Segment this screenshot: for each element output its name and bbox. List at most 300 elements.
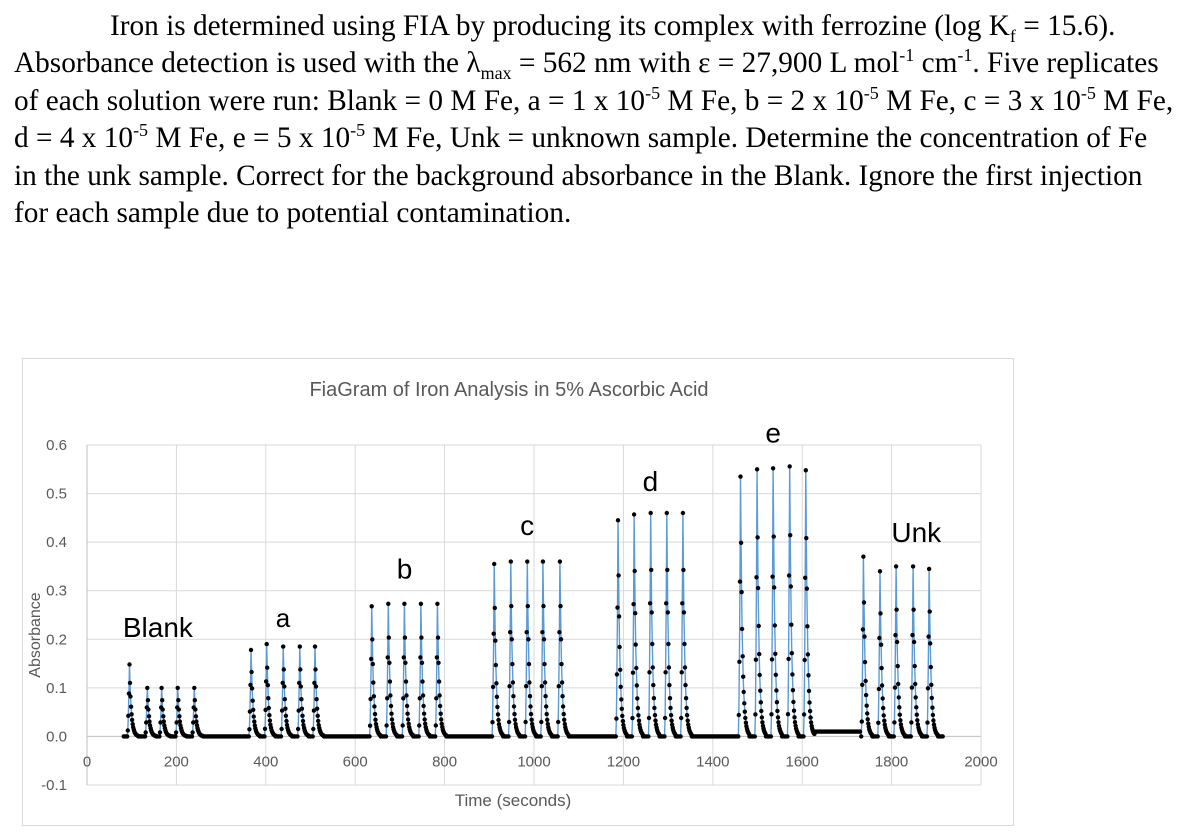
data-point	[892, 734, 896, 738]
data-point	[370, 637, 374, 641]
data-point	[775, 709, 779, 713]
data-point	[541, 559, 545, 563]
data-point	[790, 651, 794, 655]
data-point	[268, 718, 272, 722]
data-point	[439, 717, 443, 721]
data-point	[930, 696, 934, 700]
data-point	[653, 713, 657, 717]
y-tick-label: 0.5	[46, 485, 67, 503]
data-point	[909, 734, 913, 738]
data-point	[878, 611, 882, 615]
problem-text-run: M Fe, Unk = unknown sample. Determine the concentration of Fe in the unk sample. Correct for the background absorbance in the Blank. Ignore the first injection for each sample due to potential contamination.	[14, 122, 1148, 230]
data-point	[806, 673, 810, 677]
data-point	[527, 662, 531, 666]
data-point	[128, 681, 132, 685]
data-point	[754, 658, 758, 662]
data-point	[619, 685, 623, 689]
data-point	[805, 624, 809, 628]
data-point	[679, 716, 683, 720]
data-point	[652, 696, 656, 700]
data-point	[540, 684, 544, 688]
data-point	[544, 704, 548, 708]
data-point	[863, 660, 867, 664]
data-point	[491, 685, 495, 689]
data-point	[635, 696, 639, 700]
data-point	[792, 709, 796, 713]
data-point	[311, 734, 315, 738]
data-point	[637, 719, 641, 723]
data-point	[772, 585, 776, 589]
data-point	[314, 697, 318, 701]
data-point	[494, 681, 498, 685]
data-point	[774, 673, 778, 677]
data-point	[130, 718, 134, 722]
data-point	[562, 718, 566, 722]
data-point	[928, 609, 932, 613]
data-point	[435, 655, 439, 659]
data-point	[190, 734, 194, 738]
data-point	[941, 734, 945, 738]
data-point	[893, 633, 897, 637]
data-point	[507, 720, 511, 724]
data-point	[914, 695, 918, 699]
data-point	[759, 700, 763, 704]
data-point	[265, 666, 269, 670]
data-point	[915, 718, 919, 722]
data-point	[147, 719, 151, 723]
data-point	[648, 601, 652, 605]
data-point	[495, 705, 499, 709]
data-point	[667, 665, 671, 669]
data-point	[668, 706, 672, 710]
data-point	[753, 734, 757, 738]
data-point	[508, 630, 512, 634]
data-point	[808, 715, 812, 719]
x-tick-label: 1600	[785, 753, 819, 771]
data-point	[614, 716, 618, 720]
data-point	[300, 714, 304, 718]
data-point	[525, 630, 529, 634]
data-point	[157, 734, 161, 738]
data-point	[662, 734, 666, 738]
data-point	[539, 720, 543, 724]
data-point	[247, 727, 251, 731]
data-point	[879, 643, 883, 647]
data-point	[422, 712, 426, 716]
data-point	[282, 667, 286, 671]
data-point	[264, 679, 268, 683]
data-point	[284, 719, 288, 723]
data-point	[805, 586, 809, 590]
data-point	[315, 707, 319, 711]
data-point	[543, 694, 547, 698]
data-point	[633, 569, 637, 573]
problem-superscript: -5	[133, 120, 149, 141]
data-point	[910, 685, 914, 689]
data-point	[865, 711, 869, 715]
data-point	[772, 534, 776, 538]
data-point	[879, 666, 883, 670]
data-point	[526, 604, 530, 608]
data-point	[742, 690, 746, 694]
data-point	[914, 705, 918, 709]
data-point	[756, 586, 760, 590]
data-point	[683, 683, 687, 687]
data-point	[791, 700, 795, 704]
data-point	[389, 712, 393, 716]
data-point	[316, 714, 320, 718]
data-point	[668, 696, 672, 700]
x-tick-label: 1000	[517, 753, 551, 771]
data-point	[930, 706, 934, 710]
data-point	[176, 698, 180, 702]
data-point	[249, 670, 253, 674]
y-tick-label: 0.6	[46, 437, 67, 454]
data-point	[653, 718, 657, 722]
data-point	[876, 721, 880, 725]
data-point	[190, 730, 194, 734]
data-point	[283, 707, 287, 711]
y-tick-label: -0.1	[41, 777, 67, 794]
data-point	[282, 684, 286, 688]
group-label: e	[765, 417, 781, 449]
data-point	[786, 657, 790, 661]
data-point	[525, 559, 529, 563]
data-point	[759, 709, 763, 713]
data-point	[892, 720, 896, 724]
data-point	[758, 689, 762, 693]
data-point	[372, 704, 376, 708]
data-point	[529, 718, 533, 722]
chart-title: FiaGram of Iron Analysis in 5% Ascorbic Acid	[309, 379, 709, 401]
data-point	[743, 710, 747, 714]
data-point	[401, 723, 405, 727]
data-point	[860, 683, 864, 687]
data-point	[647, 716, 651, 720]
data-point	[177, 707, 181, 711]
problem-subscript: f	[1009, 25, 1016, 46]
data-point	[770, 575, 774, 579]
data-point	[773, 652, 777, 656]
data-point	[804, 536, 808, 540]
data-point	[665, 511, 669, 515]
data-point	[161, 714, 165, 718]
data-point	[267, 713, 271, 717]
data-point	[543, 680, 547, 684]
problem-superscript: -5	[863, 83, 879, 104]
data-point	[367, 734, 371, 738]
data-point	[389, 704, 393, 708]
data-point	[758, 673, 762, 677]
data-point	[402, 655, 406, 659]
data-point	[545, 712, 549, 716]
data-point	[523, 734, 527, 738]
data-point	[669, 713, 673, 717]
data-point	[634, 642, 638, 646]
data-point	[807, 689, 811, 693]
data-point	[635, 683, 639, 687]
data-point	[633, 611, 637, 615]
problem-text-run: Iron is determined using FIA by producing its complex with ferrozine (log K	[110, 10, 1010, 42]
data-point	[556, 734, 560, 738]
data-point	[511, 680, 515, 684]
data-point	[298, 667, 302, 671]
data-point	[803, 658, 807, 662]
problem-superscript: -5	[350, 120, 366, 141]
data-point	[371, 662, 375, 666]
data-point	[858, 729, 862, 733]
data-point	[279, 727, 283, 731]
data-point	[545, 718, 549, 722]
data-point	[127, 662, 131, 666]
data-point	[649, 568, 653, 572]
data-point	[739, 590, 743, 594]
data-point	[926, 686, 930, 690]
data-point	[736, 734, 740, 738]
data-point	[862, 600, 866, 604]
data-point	[866, 717, 870, 721]
y-tick-label: 0.1	[46, 679, 67, 697]
problem-superscript: -5	[645, 83, 661, 104]
data-point	[741, 654, 745, 658]
data-point	[859, 734, 863, 738]
data-point	[512, 712, 516, 716]
data-point	[680, 670, 684, 674]
data-point	[314, 684, 318, 688]
data-point	[558, 559, 562, 563]
data-point	[384, 723, 388, 727]
problem-text-run: M Fe, e = 5 x 10	[148, 122, 351, 155]
data-point	[193, 707, 197, 711]
problem-paragraph	[14, 8, 1176, 232]
data-point	[558, 604, 562, 608]
data-point	[636, 713, 640, 717]
data-point	[788, 533, 792, 537]
y-tick-label: 0.0	[46, 728, 67, 746]
series-line	[124, 466, 943, 736]
data-point	[539, 734, 543, 738]
data-point	[509, 604, 513, 608]
data-point	[776, 715, 780, 719]
data-point	[420, 679, 424, 683]
problem-text-run: cm	[914, 47, 958, 80]
data-point	[418, 655, 422, 659]
data-point	[619, 697, 623, 701]
data-point	[403, 661, 407, 665]
data-point	[893, 685, 897, 689]
data-point	[861, 555, 865, 559]
data-point	[419, 635, 423, 639]
data-point	[400, 734, 404, 738]
data-point	[436, 635, 440, 639]
problem-superscript: -5	[1080, 83, 1096, 104]
data-point	[775, 700, 779, 704]
data-point	[251, 708, 255, 712]
data-point	[524, 684, 528, 688]
data-point	[681, 511, 685, 515]
data-point	[806, 652, 810, 656]
data-point	[897, 695, 901, 699]
data-point	[898, 718, 902, 722]
data-point	[496, 712, 500, 716]
data-point	[649, 511, 653, 515]
data-point	[372, 694, 376, 698]
data-point	[490, 734, 494, 738]
data-point	[492, 562, 496, 566]
data-point	[249, 648, 253, 652]
data-point	[371, 680, 375, 684]
data-point	[630, 716, 634, 720]
data-point	[755, 467, 759, 471]
data-point	[313, 667, 317, 671]
data-point	[896, 664, 900, 668]
data-point	[528, 694, 532, 698]
data-point	[803, 576, 807, 580]
x-tick-label: 1400	[696, 753, 730, 771]
data-point	[911, 608, 915, 612]
data-point	[177, 714, 181, 718]
data-point	[279, 734, 283, 738]
data-point	[513, 718, 517, 722]
data-point	[557, 684, 561, 688]
data-point	[931, 718, 935, 722]
data-point	[402, 602, 406, 606]
data-point	[404, 679, 408, 683]
data-point	[160, 698, 164, 702]
data-point	[897, 705, 901, 709]
data-point	[666, 610, 670, 614]
data-point	[804, 468, 808, 472]
data-point	[680, 601, 684, 605]
data-point	[506, 734, 510, 738]
data-point	[684, 706, 688, 710]
data-point	[178, 719, 182, 723]
data-point	[882, 713, 886, 717]
data-point	[129, 712, 133, 716]
data-point	[632, 512, 636, 516]
data-point	[435, 602, 439, 606]
data-point	[368, 724, 372, 728]
data-point	[540, 630, 544, 634]
data-point	[495, 695, 499, 699]
data-point	[510, 637, 514, 641]
data-point	[510, 662, 514, 666]
data-point	[298, 644, 302, 648]
data-point	[194, 719, 198, 723]
data-point	[560, 694, 564, 698]
group-label: a	[275, 603, 291, 634]
data-point	[682, 610, 686, 614]
data-point	[757, 624, 761, 628]
data-point	[405, 704, 409, 708]
data-point	[686, 718, 690, 722]
data-point	[526, 637, 530, 641]
data-point	[301, 719, 305, 723]
data-point	[880, 683, 884, 687]
data-point	[634, 666, 638, 670]
data-point	[926, 634, 930, 638]
data-point	[560, 680, 564, 684]
data-point	[194, 714, 198, 718]
data-point	[490, 720, 494, 724]
data-point	[754, 575, 758, 579]
data-point	[559, 637, 563, 641]
group-label: b	[396, 553, 413, 585]
data-point	[881, 706, 885, 710]
data-point	[493, 606, 497, 610]
data-point	[678, 734, 682, 738]
data-point	[299, 684, 303, 688]
problem-superscript: -1	[899, 45, 915, 66]
data-point	[928, 641, 932, 645]
problem-superscript: -1	[957, 45, 973, 66]
x-tick-label: 400	[253, 753, 279, 771]
data-point	[174, 730, 178, 734]
data-point	[437, 693, 441, 697]
data-point	[631, 671, 635, 675]
data-point	[250, 686, 254, 690]
data-point	[929, 683, 933, 687]
data-point	[786, 712, 790, 716]
data-point	[300, 707, 304, 711]
data-point	[646, 734, 650, 738]
data-point	[863, 679, 867, 683]
data-point	[252, 714, 256, 718]
data-point	[507, 684, 511, 688]
data-point	[860, 719, 864, 723]
data-point	[126, 728, 130, 732]
data-point	[423, 717, 427, 721]
data-point	[615, 672, 619, 676]
data-point	[561, 704, 565, 708]
data-point	[313, 644, 317, 648]
group-label: Blank	[122, 611, 193, 643]
data-point	[789, 623, 793, 627]
data-point	[388, 679, 392, 683]
data-point	[267, 706, 271, 710]
data-point	[527, 680, 531, 684]
data-point	[651, 665, 655, 669]
data-point	[910, 633, 914, 637]
data-point	[542, 662, 546, 666]
data-point	[434, 723, 438, 727]
data-point	[252, 719, 256, 723]
data-point	[129, 705, 133, 709]
data-point	[808, 709, 812, 713]
data-point	[785, 734, 789, 738]
data-point	[192, 686, 196, 690]
data-point	[296, 727, 300, 731]
data-point	[614, 734, 618, 738]
data-point	[801, 734, 805, 738]
data-point	[742, 701, 746, 705]
data-point	[683, 665, 687, 669]
data-point	[493, 639, 497, 643]
data-point	[388, 693, 392, 697]
data-point	[421, 704, 425, 708]
data-point	[404, 693, 408, 697]
data-point	[769, 734, 773, 738]
data-point	[529, 712, 533, 716]
data-point	[882, 719, 886, 723]
fiagram-plot	[23, 359, 1013, 825]
data-point	[559, 662, 563, 666]
data-point	[263, 727, 267, 731]
data-point	[369, 657, 373, 661]
x-tick-label: 600	[342, 753, 368, 771]
data-point	[787, 573, 791, 577]
data-point	[925, 734, 929, 738]
